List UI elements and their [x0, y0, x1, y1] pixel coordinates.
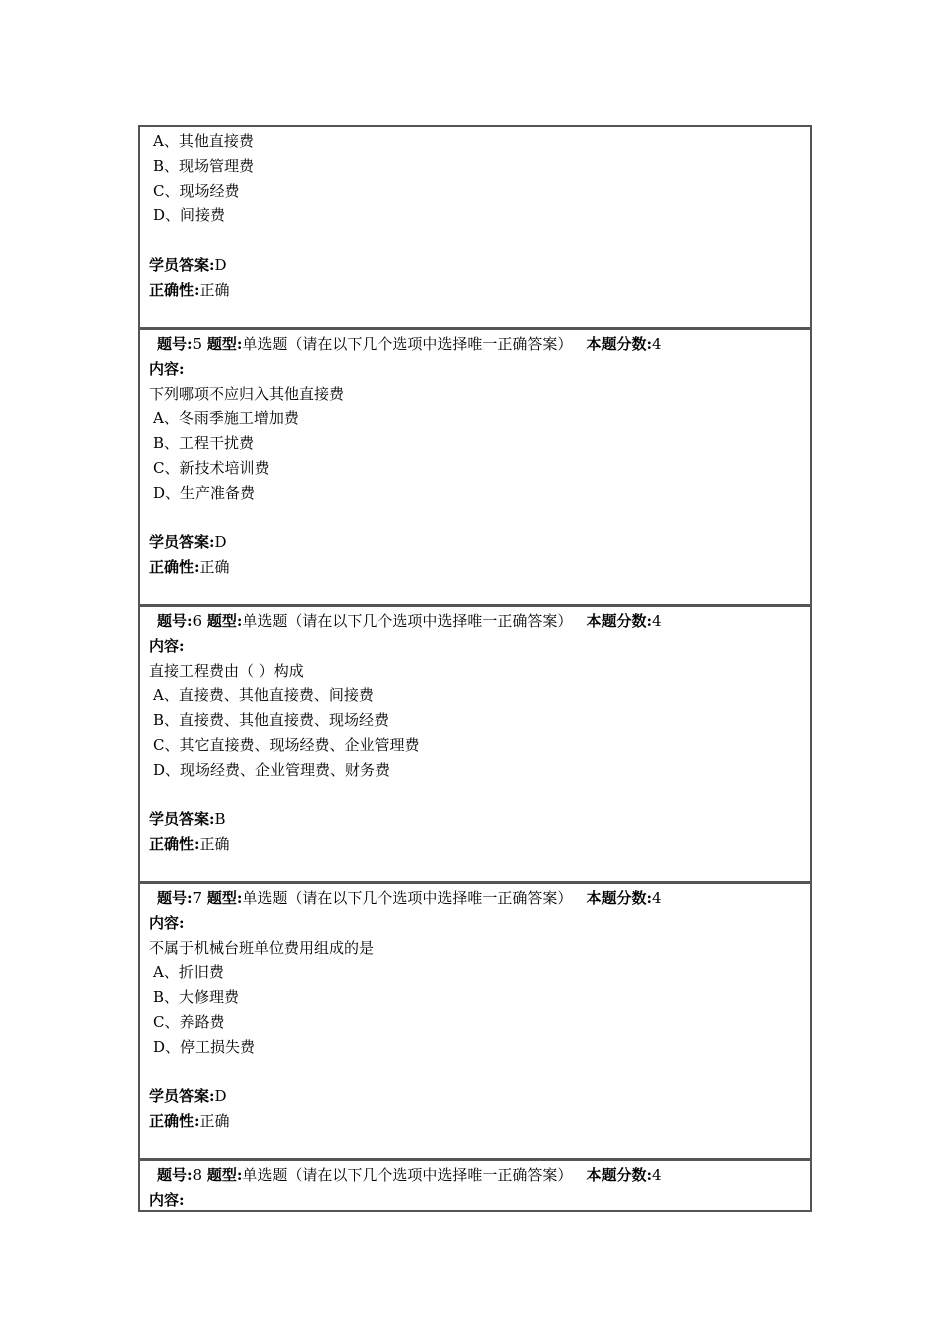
student-answer-label: 学员答案:	[149, 533, 215, 552]
student-answer-label: 学员答案:	[149, 810, 215, 829]
option-b: B、工程干扰费	[153, 434, 255, 453]
option-d: D、生产准备费	[153, 483, 256, 502]
option-a: A、冬雨季施工增加费	[153, 409, 299, 428]
question-type: 单选题（请在以下几个选项中选择唯一正确答案）	[242, 889, 573, 907]
option-a: A、其他直接费	[153, 132, 254, 150]
question-score-label: 本题分数:	[586, 335, 652, 353]
question-block-7	[140, 882, 810, 1159]
question-block-4	[140, 127, 810, 328]
question-number-label: 题号:	[157, 335, 193, 353]
question-sheet	[138, 125, 812, 1212]
question-stem: 下列哪项不应归入其他直接费	[149, 384, 345, 403]
student-answer-value: D	[214, 533, 227, 552]
question-type-label: 题型:	[206, 889, 243, 907]
question-type: 单选题（请在以下几个选项中选择唯一正确答案）	[242, 1166, 573, 1184]
question-header	[149, 886, 810, 911]
student-answer-value: B	[214, 810, 226, 829]
option-b: B、现场管理费	[153, 156, 255, 175]
option-c: C、现场经费	[153, 181, 240, 200]
option-b: B、直接费、其他直接费、现场经费	[153, 711, 390, 730]
student-answer	[149, 253, 810, 278]
content-label: 内容:	[149, 359, 185, 378]
question-block-6	[140, 605, 810, 882]
correctness-label: 正确性:	[149, 1112, 200, 1131]
question-score: 4	[651, 1166, 662, 1184]
correctness-value: 正确	[199, 1112, 230, 1131]
question-score-label: 本题分数:	[586, 612, 652, 630]
correctness	[149, 278, 810, 303]
student-answer-label: 学员答案:	[149, 1087, 215, 1106]
correctness-label: 正确性:	[149, 280, 200, 299]
option-b: B、大修理费	[153, 988, 240, 1007]
content-label: 内容:	[149, 1190, 185, 1209]
question-block-8	[140, 1159, 810, 1210]
correctness-value: 正确	[199, 835, 230, 854]
question-header	[149, 1163, 810, 1188]
question-number: 7	[192, 889, 203, 907]
option-c: C、新技术培训费	[153, 458, 270, 477]
student-answer	[149, 807, 810, 832]
question-number: 6	[192, 612, 203, 630]
student-answer-label: 学员答案:	[149, 255, 215, 274]
question-score-label: 本题分数:	[586, 1166, 652, 1184]
correctness	[149, 1109, 810, 1134]
question-header	[149, 332, 810, 357]
question-type-label: 题型:	[206, 1166, 243, 1184]
question-type: 单选题（请在以下几个选项中选择唯一正确答案）	[242, 335, 573, 353]
option-a: A、折旧费	[153, 963, 224, 982]
content-label: 内容:	[149, 636, 185, 655]
correctness-label: 正确性:	[149, 558, 200, 577]
option-c: C、其它直接费、现场经费、企业管理费	[153, 735, 420, 754]
correctness	[149, 555, 810, 580]
content-label: 内容:	[149, 913, 185, 932]
option-d: D、停工损失费	[153, 1037, 256, 1056]
option-c: C、养路费	[153, 1012, 225, 1031]
question-header	[149, 609, 810, 634]
student-answer-value: D	[214, 255, 227, 274]
question-type: 单选题（请在以下几个选项中选择唯一正确答案）	[242, 612, 573, 630]
correctness-value: 正确	[199, 558, 230, 577]
question-stem: 不属于机械台班单位费用组成的是	[149, 938, 375, 957]
question-number-label: 题号:	[157, 612, 193, 630]
question-score-label: 本题分数:	[586, 889, 652, 907]
question-number-label: 题号:	[157, 889, 193, 907]
student-answer-value: D	[214, 1087, 227, 1106]
question-type-label: 题型:	[206, 612, 243, 630]
student-answer	[149, 1084, 810, 1109]
question-number: 5	[192, 335, 203, 353]
question-stem: 直接工程费由（ ）构成	[149, 661, 304, 680]
option-d: D、间接费	[153, 206, 226, 225]
question-score: 4	[651, 335, 662, 353]
correctness-value: 正确	[199, 280, 230, 299]
option-d: D、现场经费、企业管理费、财务费	[153, 760, 391, 779]
correctness-label: 正确性:	[149, 835, 200, 854]
question-type-label: 题型:	[206, 335, 243, 353]
question-number-label: 题号:	[157, 1166, 193, 1184]
option-a: A、直接费、其他直接费、间接费	[153, 686, 374, 705]
question-score: 4	[651, 612, 662, 630]
correctness	[149, 832, 810, 857]
question-score: 4	[651, 889, 662, 907]
question-number: 8	[192, 1166, 203, 1184]
question-block-5	[140, 328, 810, 605]
student-answer	[149, 530, 810, 555]
